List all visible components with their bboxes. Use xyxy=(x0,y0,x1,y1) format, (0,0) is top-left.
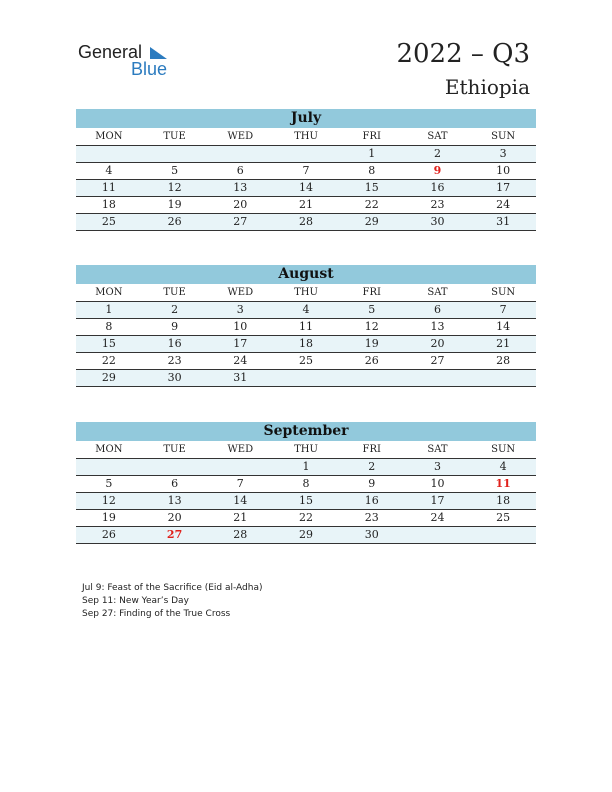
day-cell: 10 xyxy=(430,477,445,490)
day-cell: 4 xyxy=(499,460,507,473)
weekday-label: SAT xyxy=(427,287,448,298)
day-cell: 25 xyxy=(299,354,314,367)
day-cell: 26 xyxy=(167,215,182,228)
weekday-label: MON xyxy=(95,287,123,298)
day-cell xyxy=(76,459,142,475)
month-title: August xyxy=(76,265,536,284)
day-cell: 19 xyxy=(167,198,182,211)
day-cell: 10 xyxy=(496,164,511,177)
day-cell: 20 xyxy=(167,511,182,524)
week-row xyxy=(76,214,536,231)
holiday-note: Sep 27: Finding of the True Cross xyxy=(82,609,231,619)
day-cell: 15 xyxy=(101,337,116,350)
day-cell: 15 xyxy=(364,181,379,194)
day-cell: 24 xyxy=(233,354,248,367)
day-cell: 7 xyxy=(499,303,507,316)
day-cell: 20 xyxy=(233,198,248,211)
day-cell: 12 xyxy=(167,181,182,194)
day-cell: 27 xyxy=(166,528,183,541)
day-cell: 17 xyxy=(430,494,445,507)
day-cell: 15 xyxy=(299,494,314,507)
day-cell: 17 xyxy=(496,181,511,194)
day-cell xyxy=(273,146,339,162)
day-cell: 30 xyxy=(430,215,445,228)
day-cell: 13 xyxy=(167,494,182,507)
logo-text-general: General xyxy=(78,42,143,62)
day-cell: 1 xyxy=(105,303,113,316)
day-cell: 27 xyxy=(430,354,445,367)
weekday-label: FRI xyxy=(362,287,381,298)
day-cell: 3 xyxy=(236,303,244,316)
weeks-container xyxy=(76,146,536,231)
day-cell: 25 xyxy=(496,511,511,524)
weekday-label: TUE xyxy=(163,131,186,142)
day-cell: 28 xyxy=(496,354,511,367)
weekday-label: SAT xyxy=(427,131,448,142)
day-cell: 8 xyxy=(105,320,113,333)
week-row xyxy=(76,180,536,197)
day-cell: 9 xyxy=(368,477,376,490)
day-cell: 16 xyxy=(167,337,182,350)
day-cell: 12 xyxy=(364,320,379,333)
day-cell: 1 xyxy=(368,147,376,160)
weekday-label: TUE xyxy=(163,444,186,455)
day-cell: 4 xyxy=(105,164,113,177)
day-cell: 9 xyxy=(171,320,179,333)
day-cell: 16 xyxy=(430,181,445,194)
weekday-label: MON xyxy=(95,444,123,455)
day-cell: 10 xyxy=(233,320,248,333)
day-cell: 13 xyxy=(233,181,248,194)
weekday-label: MON xyxy=(95,131,123,142)
day-cell: 18 xyxy=(101,198,116,211)
day-cell: 8 xyxy=(368,164,376,177)
weekday-label: WED xyxy=(227,444,254,455)
day-cell: 1 xyxy=(302,460,310,473)
day-cell: 8 xyxy=(302,477,310,490)
weekday-header-row xyxy=(76,284,536,302)
weekday-label: THU xyxy=(294,444,318,455)
month-title: September xyxy=(76,422,536,441)
week-row xyxy=(76,197,536,214)
month-block-september xyxy=(76,422,536,544)
day-cell: 3 xyxy=(499,147,507,160)
day-cell: 22 xyxy=(364,198,379,211)
day-cell: 6 xyxy=(171,477,179,490)
day-cell xyxy=(405,527,471,543)
day-cell: 5 xyxy=(368,303,376,316)
day-cell: 26 xyxy=(101,528,116,541)
logo-text-blue: Blue xyxy=(131,59,168,79)
day-cell: 7 xyxy=(236,477,244,490)
week-row xyxy=(76,510,536,527)
day-cell: 5 xyxy=(171,164,179,177)
day-cell: 29 xyxy=(299,528,314,541)
weekday-label: SUN xyxy=(491,287,516,298)
day-cell: 14 xyxy=(299,181,314,194)
day-cell: 16 xyxy=(364,494,379,507)
day-cell: 24 xyxy=(496,198,511,211)
day-cell: 14 xyxy=(233,494,248,507)
week-row xyxy=(76,459,536,476)
day-cell: 31 xyxy=(233,371,248,384)
weekday-label: THU xyxy=(294,131,318,142)
day-cell: 3 xyxy=(433,460,441,473)
weekday-label: SUN xyxy=(491,131,516,142)
day-cell: 22 xyxy=(299,511,314,524)
day-cell: 5 xyxy=(105,477,113,490)
day-cell: 11 xyxy=(495,477,511,490)
week-row xyxy=(76,476,536,493)
weekday-label: WED xyxy=(227,287,254,298)
day-cell: 30 xyxy=(364,528,379,541)
month-title: July xyxy=(76,109,536,128)
weeks-container xyxy=(76,302,536,387)
day-cell: 13 xyxy=(430,320,445,333)
day-cell: 30 xyxy=(167,371,182,384)
day-cell: 2 xyxy=(368,460,376,473)
day-cell: 25 xyxy=(101,215,116,228)
day-cell: 17 xyxy=(233,337,248,350)
day-cell: 22 xyxy=(101,354,116,367)
day-cell xyxy=(207,459,273,475)
holiday-note: Jul 9: Feast of the Sacrifice (Eid al-Adha) xyxy=(82,583,263,593)
day-cell: 6 xyxy=(433,303,441,316)
day-cell: 21 xyxy=(233,511,248,524)
weekday-header-row xyxy=(76,441,536,459)
month-block-july xyxy=(76,109,536,231)
logo-triangle-icon xyxy=(148,46,168,60)
week-row xyxy=(76,163,536,180)
day-cell: 31 xyxy=(496,215,511,228)
day-cell: 4 xyxy=(302,303,310,316)
day-cell: 21 xyxy=(496,337,511,350)
weekday-label: SAT xyxy=(427,444,448,455)
day-cell: 11 xyxy=(101,181,116,194)
day-cell: 27 xyxy=(233,215,248,228)
week-row xyxy=(76,527,536,544)
country-name: Ethiopia xyxy=(444,75,530,99)
week-row xyxy=(76,302,536,319)
holiday-notes xyxy=(82,582,263,621)
day-cell: 18 xyxy=(496,494,511,507)
day-cell: 11 xyxy=(299,320,314,333)
day-cell xyxy=(142,146,208,162)
weekday-label: TUE xyxy=(163,287,186,298)
day-cell: 28 xyxy=(299,215,314,228)
weeks-container xyxy=(76,459,536,544)
day-cell: 23 xyxy=(167,354,182,367)
weekday-label: THU xyxy=(294,287,318,298)
day-cell: 2 xyxy=(171,303,179,316)
day-cell xyxy=(470,527,536,543)
week-row xyxy=(76,353,536,370)
day-cell: 21 xyxy=(299,198,314,211)
page-title: 2022 – Q3 xyxy=(396,39,530,69)
day-cell xyxy=(470,370,536,386)
day-cell: 23 xyxy=(430,198,445,211)
day-cell: 28 xyxy=(233,528,248,541)
day-cell: 14 xyxy=(496,320,511,333)
day-cell: 19 xyxy=(101,511,116,524)
day-cell: 7 xyxy=(302,164,310,177)
weekday-label: FRI xyxy=(362,444,381,455)
day-cell xyxy=(339,370,405,386)
day-cell: 29 xyxy=(364,215,379,228)
week-row xyxy=(76,493,536,510)
weekday-header-row xyxy=(76,128,536,146)
weekday-label: SUN xyxy=(491,444,516,455)
day-cell xyxy=(142,459,208,475)
day-cell: 2 xyxy=(433,147,441,160)
week-row xyxy=(76,319,536,336)
day-cell: 9 xyxy=(433,164,442,177)
holiday-note: Sep 11: New Year’s Day xyxy=(82,596,189,606)
weekday-label: FRI xyxy=(362,131,381,142)
day-cell xyxy=(405,370,471,386)
day-cell xyxy=(273,370,339,386)
day-cell: 24 xyxy=(430,511,445,524)
day-cell: 6 xyxy=(236,164,244,177)
day-cell: 29 xyxy=(101,371,116,384)
day-cell: 12 xyxy=(101,494,116,507)
week-row xyxy=(76,336,536,353)
day-cell xyxy=(76,146,142,162)
day-cell xyxy=(207,146,273,162)
day-cell: 26 xyxy=(364,354,379,367)
day-cell: 23 xyxy=(364,511,379,524)
month-block-august xyxy=(76,265,536,387)
weekday-label: WED xyxy=(227,131,254,142)
day-cell: 20 xyxy=(430,337,445,350)
week-row xyxy=(76,146,536,163)
day-cell: 18 xyxy=(299,337,314,350)
generalblue-logo xyxy=(78,42,178,78)
day-cell: 19 xyxy=(364,337,379,350)
week-row xyxy=(76,370,536,387)
